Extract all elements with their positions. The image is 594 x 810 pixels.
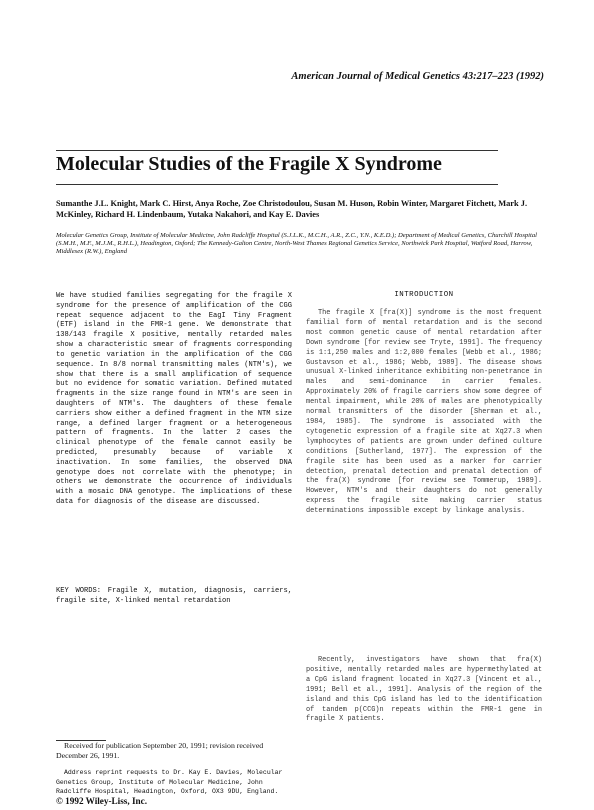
journal-citation: American Journal of Medical Genetics 43:217–223 (1992) — [291, 71, 544, 82]
key-words: KEY WORDS: Fragile X, mutation, diagnosis, carriers, fragile site, X-linked mental retardation — [56, 587, 292, 605]
introduction-heading: INTRODUCTION — [394, 291, 454, 299]
introduction-paragraph: Recently, investigators have shown that fra(X) positive, mentally retarded males are hypermethylated at a CpG island fragment located in Xq27.3 [Vincent et al., 1991; Bell et al., 1991]. Analysis of the region of the island and this CpG island has led to the identification of tandem p(CCG)n repeats within the FMR-1 gene in fragile X patients. — [306, 656, 542, 724]
abstract-text: We have studied families segregating for the fragile X syndrome for the presence of amplification of the CGG repeat sequence adjacent to the EagI Tiny Fragment (ETF) island in the FMR-1 gene. We demonstrate that 138/143 fragile X positive, mentally retarded males show a characteristic smear of fragments corresponding to genetic variation in the amplification of the CGG sequence. In 8/8 normal transmitting males (NTM's), we show that there is a small amplification of sequence but no evidence for somatic variation. Defined mutated fragments in the size range found in NTM's are seen in daughters of NTM's. The daughters of these female carriers show either a defined fragment in the NTM size range, a defined larger fragment or a heterogeneous pattern of fragments. In the latter 2 cases the clinical phenotype of the female cannot easily be predicted, presumably because of variable X inactivation. In some families, the observed DNA genotype does not correlate with the phenotype; in others we demonstrate the occurrence of individuals with a mosaic DNA genotype. The implications of these data for diagnosis of the disease are discussed. — [56, 292, 292, 507]
reprint-request-note: Address reprint requests to Dr. Kay E. Davies, Molecular Genetics Group, Institute of Molecular Medicine, John Radcliffe Hospital, Headington, Oxford, OX3 9DU, England. — [56, 769, 283, 795]
article-title: Molecular Studies of the Fragile X Syndrome — [56, 153, 442, 175]
received-date-note: Received for publication September 20, 1991; revision received December 26, 1991. — [56, 741, 264, 760]
title-rule-top — [56, 150, 498, 151]
title-rule-bottom — [56, 184, 498, 185]
author-list: Sumanthe J.L. Knight, Mark C. Hirst, Anya Roche, Zoe Christodoulou, Susan M. Huson, Robin Winter, Margaret Fitchett, Mark J. McKinley, Richard H. Lindenbaum, Yutaka Nakahori, and Kay E. Davies — [56, 199, 528, 219]
author-affiliations: Molecular Genetics Group, Institute of Molecular Medicine, John Radcliffe Hospital (S.J.L.K., M.C.H., A.R., Z.C., Y.N., K.E.D.); Department of Medical Genetics, Churchill Hospital (S.M.H., M.F., M.J.M., R.H.L.), Headington, Oxford; The Kennedy-Galton Centre, North-West Thames Regional Genetics Service, Northwick Park Hospital, Watford Road, Harrow, Middlesex (R.W.), England — [56, 232, 537, 256]
introduction-paragraph: The fragile X [fra(X)] syndrome is the most frequent familial form of mental retardation and is the second most common genetic cause of mental retardation after Down syndrome [for review see Tryte, 1991]. The frequency is 1:1,250 males and 1:2,000 females [Webb et al., 1986; Gustavson et al., 1986; Webb, 1989]. The disease shows unusual X-linked inheritance exhibiting non-penetrance in males and semi-dominance in carrier females. Approximately 20% of fragile carriers show some degree of mental impairment, while 20% of males are phenotypically normal transmitters of the disorder [Sherman et al., 1984, 1985]. The syndrome is associated with the cytogenetic expression of a fragile site at Xq27.3 when lymphocytes of patients are grown under defined culture conditions [Sutherland, 1977]. The expression of the fragile site has been used as a marker for carrier detection, prenatal detection and prenatal detection of the fra(X) syndrome [for review see Tommerup, 1989]. However, NTM's and their daughters do not generally express the fragile site making carrier status determinations impossible except by linkage analysis. — [306, 309, 542, 516]
copyright-line: © 1992 Wiley-Liss, Inc. — [56, 796, 148, 806]
